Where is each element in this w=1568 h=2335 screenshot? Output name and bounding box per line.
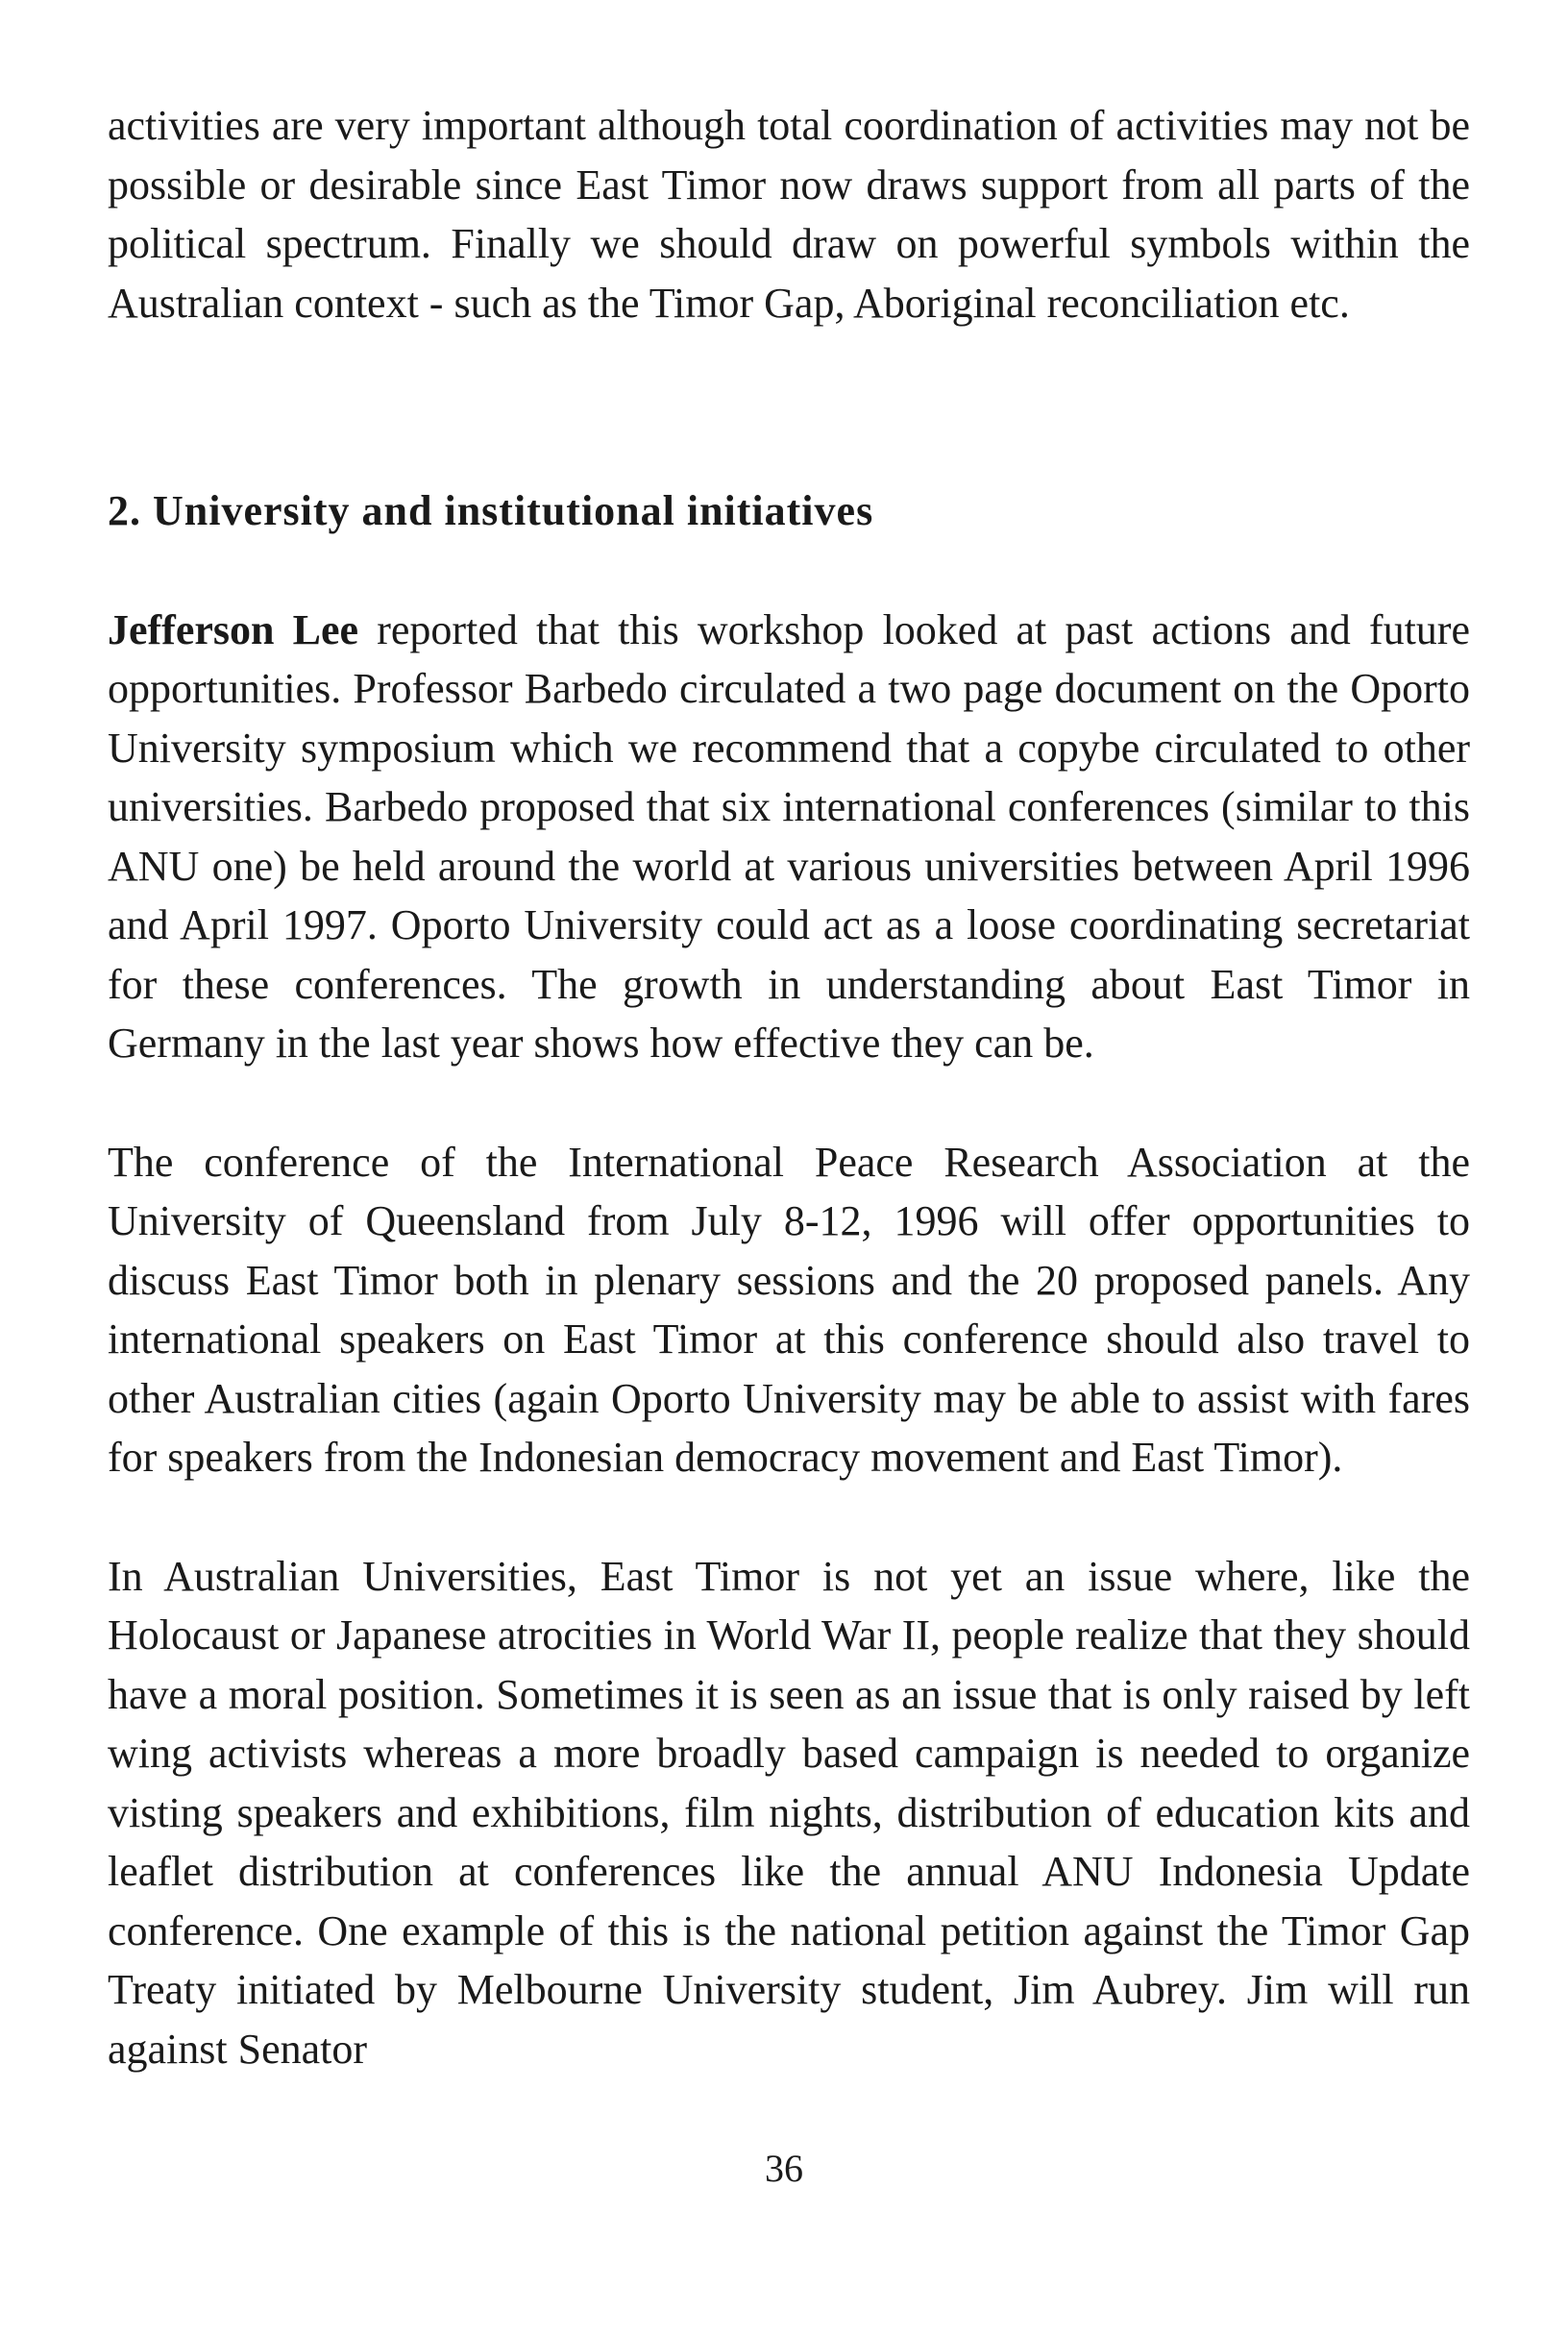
section2-paragraph-2: The conference of the International Peace Research Association at the University of Queensland from July 8-12, 1996 will offer opportunities to discuss East Timor both in plenary sessions and the 20 proposed panels. Any international speakers on East Timor at this conference should also travel to other Australian cities (again Oporto University may be able to assist with fares for speakers from the Indonesian democracy movement and East Timor). xyxy=(108,1138,1470,1481)
section2-paragraph-3: In Australian Universities, East Timor is not yet an issue where, like the Holocaust or Japanese atrocities in World War II, people realize that they should have a moral position. Sometimes it is seen as an issue that is only raised by left wing activists whereas a more broadly based campaign is needed to organize visting speakers and exhibitions, film nights, distribution of education kits and leaflet distribution at conferences like the annual ANU Indonesia Update conference. One example of this is the national petition against the Timor Gap Treaty initiated by Melbourne University student, Jim Aubrey. Jim will run against Senator xyxy=(108,1552,1470,2073)
speaker-name: Jefferson Lee xyxy=(108,605,359,653)
section2-paragraph-1 xyxy=(108,601,1470,1073)
intro-continuation-paragraph: activities are very important although total coordination of activities may not be possible or desirable since East Timor now draws support from all parts of the political spectrum. Finally we should draw on powerful symbols within the Australian context - such as the Timor Gap, Aboriginal reconciliation etc. xyxy=(108,102,1470,327)
section2-paragraph-1-body: reported that this workshop looked at past actions and future opportunities. Professor Barbedo circulated a two page document on the Oporto University symposium which we recommend that a copybe circulated to other universities. Barbedo proposed that six international conferences (similar to this ANU one) be held around the world at various universities between April 1996 and April 1997. Oporto University could act as a loose coordinating secretariat for these conferences. The growth in understanding about East Timor in Germany in the last year shows how effective they can be. xyxy=(108,605,1470,1067)
page-number: 36 xyxy=(765,2147,803,2190)
section-heading: 2. University and institutional initiatives xyxy=(108,487,874,534)
page-body xyxy=(108,96,1470,2078)
